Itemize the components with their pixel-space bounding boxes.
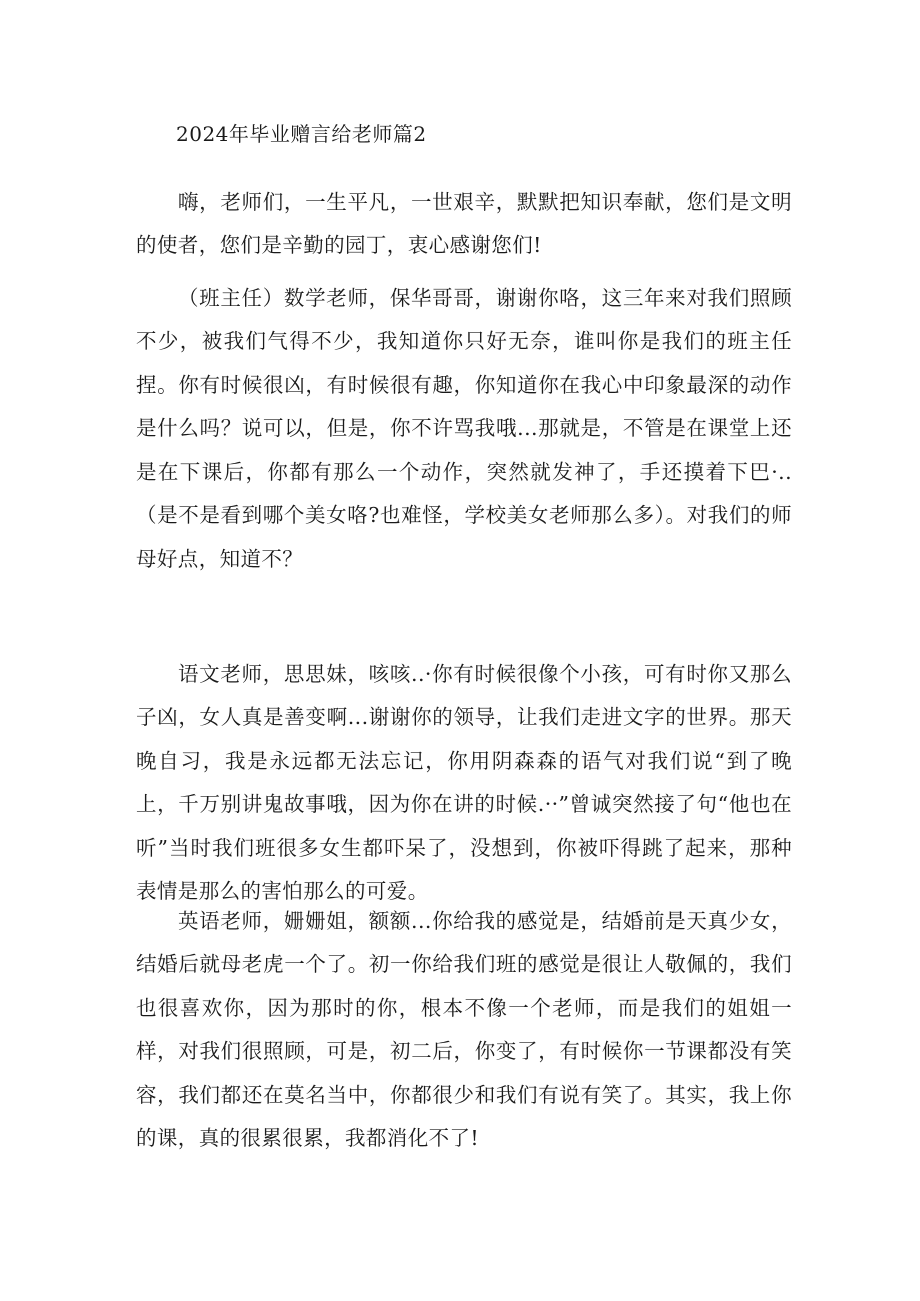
paragraph-math-teacher: （班主任）数学老师，保华哥哥，谢谢你咯，这三年来对我们照顾不少，被我们气得不少，我知道你只好无奈，谁叫你是我们的班主任捏。你有时候很凶，有时候很有趣，你知道你在我心中印象最深的动作是什么吗？说可以，但是，你不许骂我哦...那就是，不管是在课堂上还是在下课后，你都有那么一个动作，突然就发神了，手还摸着下巴·..（是不是看到哪个美女咯?也难怪，学校美女老师那么多）。对我们的师母好点，知道不？ [136, 285, 792, 572]
paragraph-english-teacher: 英语老师，姗姗姐，额额...你给我的感觉是，结婚前是天真少女，结婚后就母老虎一个了。初一你给我们班的感觉是很让人敬佩的，我们也很喜欢你，因为那时的你，根本不像一个老师，而是我们的姐姐一样，对我们很照顾，可是，初二后，你变了，有时候你一节课都没有笑容，我们都还在莫名当中，你都很少和我们有说有笑了。其实，我上你的课，真的很累很累，我都消化不了! [136, 908, 792, 1151]
paragraph-chinese-teacher: 语文老师，思思妹，咳咳..·你有时候很像个小孩，可有时你又那么子凶，女人真是善变啊...谢谢你的领导，让我们走进文字的世界。那天晚自习，我是永远都无法忘记，你用阴森森的语气对我们说“到了晚上，千万别讲鬼故事哦，因为你在讲的时候.··”曾诚突然接了句“他也在听”当时我们班很多女生都吓呆了，没想到，你被吓得跳了起来，那种表情是那么的害怕那么的可爱。 [136, 661, 792, 904]
document-title: 2024年毕业赠言给老师篇2 [176, 122, 427, 146]
paragraph-greeting: 嗨，老师们，一生平凡，一世艰辛，默默把知识奉献，您们是文明的使者，您们是辛勤的园丁，衷心感谢您们! [136, 189, 792, 258]
